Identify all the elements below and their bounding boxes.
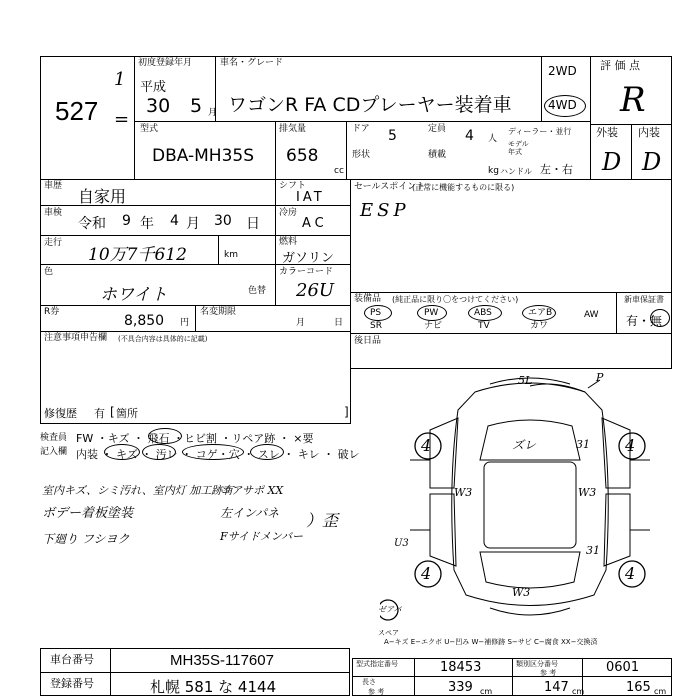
handwritten-note-2: ボデー着板塗装 xyxy=(42,506,134,521)
warranty-value: 有・無 xyxy=(626,314,663,328)
color-code: 26U xyxy=(296,280,335,301)
deadline-day-unit: 日 xyxy=(334,318,344,328)
inspector-row-1: FW ・キズ ・ 飛石 ・ヒビ割 ・リペア跡 ・ ×要 xyxy=(76,432,314,445)
diagram-mark-31-a: 31 xyxy=(576,438,590,451)
inspector-label-2: 記入欄 xyxy=(40,447,68,457)
wheel-mark-front-left: 4 xyxy=(421,436,432,455)
doors-label: ドア xyxy=(352,124,370,134)
diagram-mark-w3-a: W3 xyxy=(454,486,473,499)
mileage-unit: km xyxy=(224,250,238,260)
lot-marks: 1 = xyxy=(114,69,130,130)
recycle-value: 8,850 xyxy=(124,313,165,329)
model-value: DBA-MH35S xyxy=(152,146,255,166)
chassis-label: 車台番号 xyxy=(50,653,94,666)
height-value: 165 xyxy=(626,680,651,695)
inspection-month-unit: 月 xyxy=(186,216,200,232)
designation-value: 18453 xyxy=(440,660,482,675)
inspector-row-2: 内装 ・ キズ ・ 汚レ ・ コゲ・穴 ・ スレ ・ キレ ・ 破レ xyxy=(76,448,360,461)
grade-label: 評 価 点 xyxy=(600,59,640,72)
spare-label: スペア xyxy=(378,629,399,637)
equipment-abs-circle xyxy=(468,305,502,321)
grade-interior-label: 内装 xyxy=(638,126,660,139)
grade-value: R xyxy=(620,80,646,120)
warranty-none-circle xyxy=(650,309,670,327)
mark-int-rub xyxy=(250,444,284,460)
handle-value: 左・右 xyxy=(540,163,573,176)
first-reg-month-unit: 月 xyxy=(208,108,218,118)
doors-value: 5 xyxy=(388,128,397,144)
equipment-airbag-circle xyxy=(522,305,556,321)
model-year-label: モデル 年式 xyxy=(508,140,529,156)
inspection-era: 令和 xyxy=(78,216,106,232)
aircon-label: 冷房 xyxy=(279,208,298,218)
selling-sub: (正常に機能するものに限る) xyxy=(412,183,515,192)
equipment-navi: ナビ xyxy=(424,321,443,331)
shift-value: IAT xyxy=(296,190,325,205)
displacement-label: 排気量 xyxy=(279,124,307,134)
capacity-value: 4 xyxy=(465,128,474,144)
handwritten-note-1: 室内キズ、シミ汚れ、室内灯 加工跡有 xyxy=(42,484,234,497)
reg-label: 登録番号 xyxy=(50,677,94,690)
diagram-mark-w3-c: W3 xyxy=(512,586,531,599)
drive-4wd-circle xyxy=(544,95,586,117)
load-kg: kg xyxy=(488,166,499,176)
shape-label: 形状 xyxy=(352,150,371,160)
deadline-month-unit: 月 xyxy=(296,318,306,328)
color-value: ホワイト xyxy=(100,285,168,305)
equipment-ps-circle xyxy=(364,305,392,321)
inspection-day-unit: 日 xyxy=(246,216,260,232)
category-label: 類別区分番号 xyxy=(516,660,558,668)
wheel-mark-rear-left: 4 xyxy=(421,564,432,583)
equipment-sub: (純正品に限り〇をつけてください) xyxy=(392,295,519,304)
color-change-label: 色替 xyxy=(248,286,267,296)
width-unit: cm xyxy=(572,687,585,696)
drive-2wd: 2WD xyxy=(548,64,577,78)
notes-sub: (不具合内容は具体的に記載) xyxy=(118,335,208,343)
diagram-mark-u3: U3 xyxy=(394,538,409,549)
length-value: 339 xyxy=(448,680,473,695)
grade-exterior: D xyxy=(602,148,622,176)
displacement-value: 658 xyxy=(286,146,319,166)
color-code-label: カラーコード xyxy=(279,267,334,277)
color-label: 色 xyxy=(44,267,54,277)
first-reg-label: 初度登録年月 xyxy=(138,58,193,68)
notes-label: 注意事項申告欄 xyxy=(44,333,108,343)
spare-mark: ゼアバ xyxy=(378,605,402,614)
repair-where: 箇所 xyxy=(116,407,138,420)
handwritten-brace: ）歪 xyxy=(306,511,339,530)
mark-int-dirt xyxy=(142,444,176,460)
equipment-airbag: エアB xyxy=(528,308,553,318)
equipment-leather: カワ xyxy=(530,321,549,331)
equipment-tv: TV xyxy=(478,321,490,331)
damage-legend: A−キズ E−エクボ U−凹み W−補修跡 S−サビ C−腐食 XX−交換済 xyxy=(384,638,598,646)
selling-label: セールスポイント xyxy=(354,182,426,192)
handwritten-note-4: コアサポ XX xyxy=(220,484,284,497)
category-value: 0601 xyxy=(606,660,640,675)
capacity-label: 定員 xyxy=(428,124,447,134)
recycle-unit: 円 xyxy=(180,318,190,328)
equipment-label: 装備品 xyxy=(354,294,382,304)
equipment-pw-circle xyxy=(417,305,447,321)
usage-label: 車歴 xyxy=(44,181,63,191)
warranty-label: 新車保証書 xyxy=(624,295,664,304)
height-unit: cm xyxy=(654,687,667,696)
inspection-month: 4 xyxy=(170,213,179,229)
equipment-sr: SR xyxy=(370,321,382,331)
equipment-ps: PS xyxy=(370,308,382,318)
shift-label: シフト xyxy=(279,181,307,191)
handwritten-note-3: 下廻り フシヨク xyxy=(42,532,130,546)
inspection-label: 車検 xyxy=(44,208,63,218)
later-label: 後日品 xyxy=(354,336,382,346)
mark-int-burn xyxy=(182,444,244,460)
mark-int-scratch xyxy=(104,444,140,460)
handle-label: ハンドル xyxy=(500,167,532,176)
wheel-mark-front-right: 4 xyxy=(625,436,636,455)
mileage-label: 走行 xyxy=(44,238,63,248)
inspection-day: 30 xyxy=(214,213,232,229)
first-reg-era: 平成 xyxy=(140,80,167,95)
designation-label: 型式指定番号 xyxy=(356,660,398,668)
load-label: 積載 xyxy=(428,150,447,160)
selling-value: ESP xyxy=(360,200,410,221)
lot-number: 527 xyxy=(55,96,99,126)
length-label: 長さ xyxy=(362,678,376,686)
width-value: 147 xyxy=(544,680,569,695)
inspector-label-1: 検査員 xyxy=(40,433,68,443)
wheel-mark-rear-right: 4 xyxy=(625,564,636,583)
drive-4wd: 4WD xyxy=(548,98,577,112)
equipment-abs: ABS xyxy=(474,308,492,318)
mileage-value: 10万7千612 xyxy=(88,245,187,265)
usage-value: 自家用 xyxy=(78,187,127,206)
grade-interior: D xyxy=(642,148,662,176)
inspection-year: 9 xyxy=(122,213,131,229)
handwritten-note-6: Fサイドメンバー xyxy=(220,530,303,543)
car-name: ワゴンR FA CDプレーヤー装着車 xyxy=(228,94,512,116)
selling-box xyxy=(350,179,672,293)
model-label: 型式 xyxy=(140,124,159,134)
length-unit: cm xyxy=(480,687,493,696)
ref-label-2: 参 考 xyxy=(540,669,557,677)
capacity-unit: 人 xyxy=(488,134,498,144)
equipment-pw: PW xyxy=(424,308,439,318)
diagram-mark-31-b: 31 xyxy=(586,544,600,557)
chassis-number: MH35S-117607 xyxy=(170,652,274,669)
diagram-mark-5l: 5L xyxy=(518,374,533,387)
diagram-mark-zure: ズレ xyxy=(512,438,537,452)
first-reg-month: 5 xyxy=(190,95,203,117)
car-name-label: 車名・グレード xyxy=(220,58,284,68)
fuel-value: ガソリン xyxy=(282,251,335,266)
displacement-unit: cc xyxy=(334,166,344,176)
fuel-label: 燃料 xyxy=(279,237,298,247)
deadline-label: 名変期限 xyxy=(200,307,237,317)
ref-label-1: 参 考 xyxy=(368,688,385,696)
diagram-mark-p: P xyxy=(596,371,604,384)
repair-label: 修復歴 xyxy=(44,407,77,420)
repair-value: 有 xyxy=(94,407,105,420)
aircon-value: AC xyxy=(302,216,328,231)
recycle-label: R券 xyxy=(44,307,60,317)
dealer-label: ディーラー・並行 xyxy=(508,127,572,136)
inspection-year-unit: 年 xyxy=(140,216,154,232)
mark-stone-chip xyxy=(148,428,182,444)
first-reg-year: 30 xyxy=(146,95,171,117)
handwritten-note-5: 左インパネ xyxy=(220,506,280,520)
reg-number: 札幌 581 な 4144 xyxy=(150,678,277,696)
equipment-aw: AW xyxy=(584,310,599,320)
later-box xyxy=(350,333,672,369)
grade-exterior-label: 外装 xyxy=(596,126,618,139)
diagram-mark-w3-b: W3 xyxy=(578,486,597,499)
